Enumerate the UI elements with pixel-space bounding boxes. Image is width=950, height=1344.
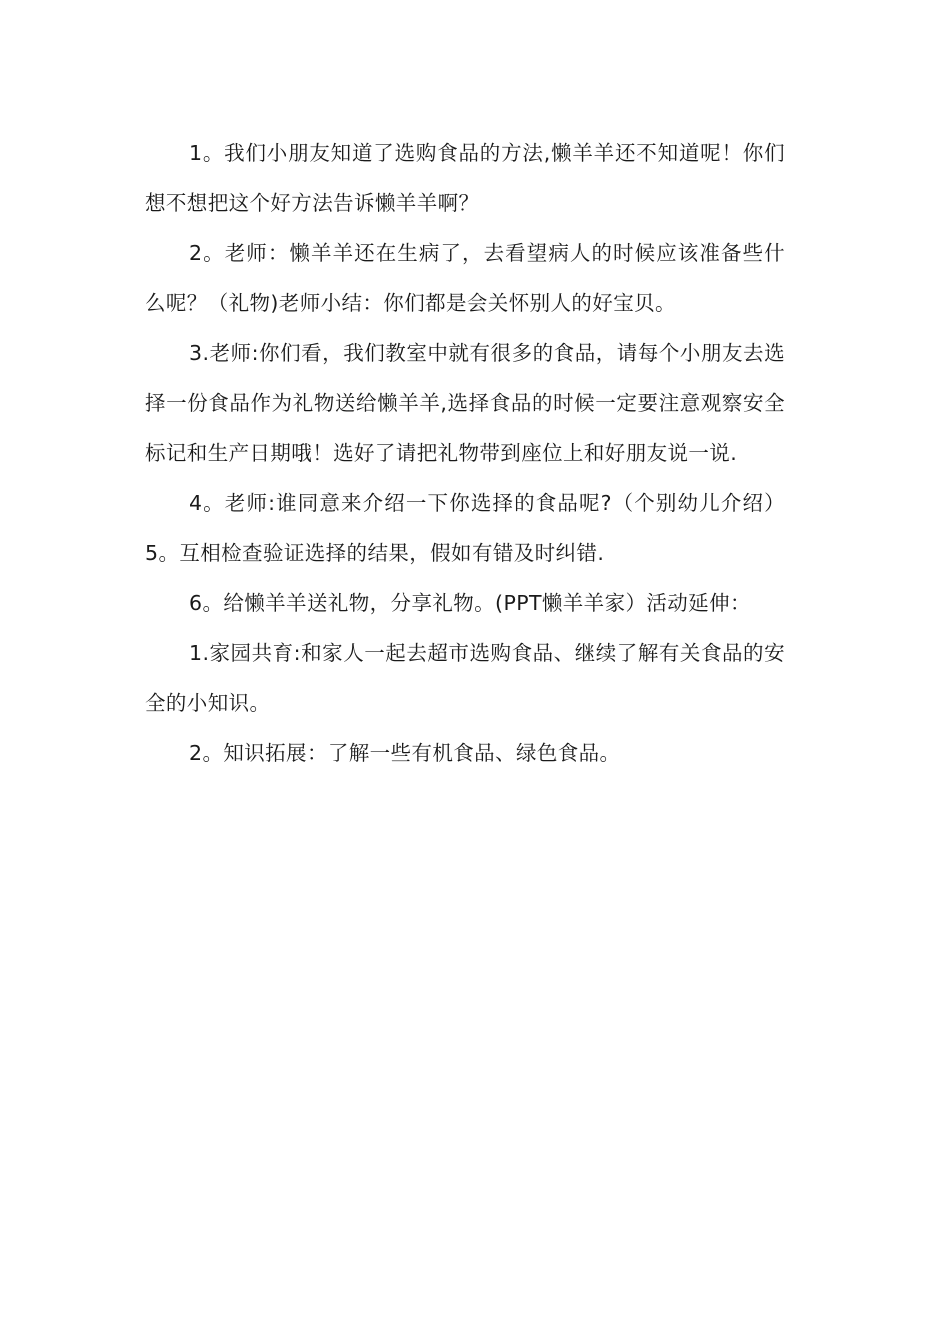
- paragraph-2: 2。老师：懒羊羊还在生病了，去看望病人的时候应该准备些什么呢？（礼物)老师小结：你们都是会关怀别人的好宝贝。: [145, 241, 785, 315]
- document-body: [145, 128, 785, 778]
- paragraph-5: 6。给懒羊羊送礼物，分享礼物。(PPT懒羊羊家）活动延伸：: [189, 591, 751, 615]
- paragraph-1: 1。我们小朋友知道了选购食品的方法,懒羊羊还不知道呢！你们想不想把这个好方法告诉懒羊羊啊？: [145, 141, 785, 215]
- paragraph-7: 2。知识拓展：了解一些有机食品、绿色食品。: [189, 741, 621, 765]
- paragraph-4: 4。老师:谁同意来介绍一下你选择的食品呢?（个别幼儿介绍）5。互相检查验证选择的结果，假如有错及时纠错.: [145, 491, 785, 565]
- paragraph-3: 3.老师:你们看，我们教室中就有很多的食品，请每个小朋友去选择一份食品作为礼物送给懒羊羊,选择食品的时候一定要注意观察安全标记和生产日期哦！选好了请把礼物带到座位上和好朋友说一说.: [145, 341, 785, 465]
- paragraph-6: 1.家园共育:和家人一起去超市选购食品、继续了解有关食品的安全的小知识。: [145, 641, 785, 715]
